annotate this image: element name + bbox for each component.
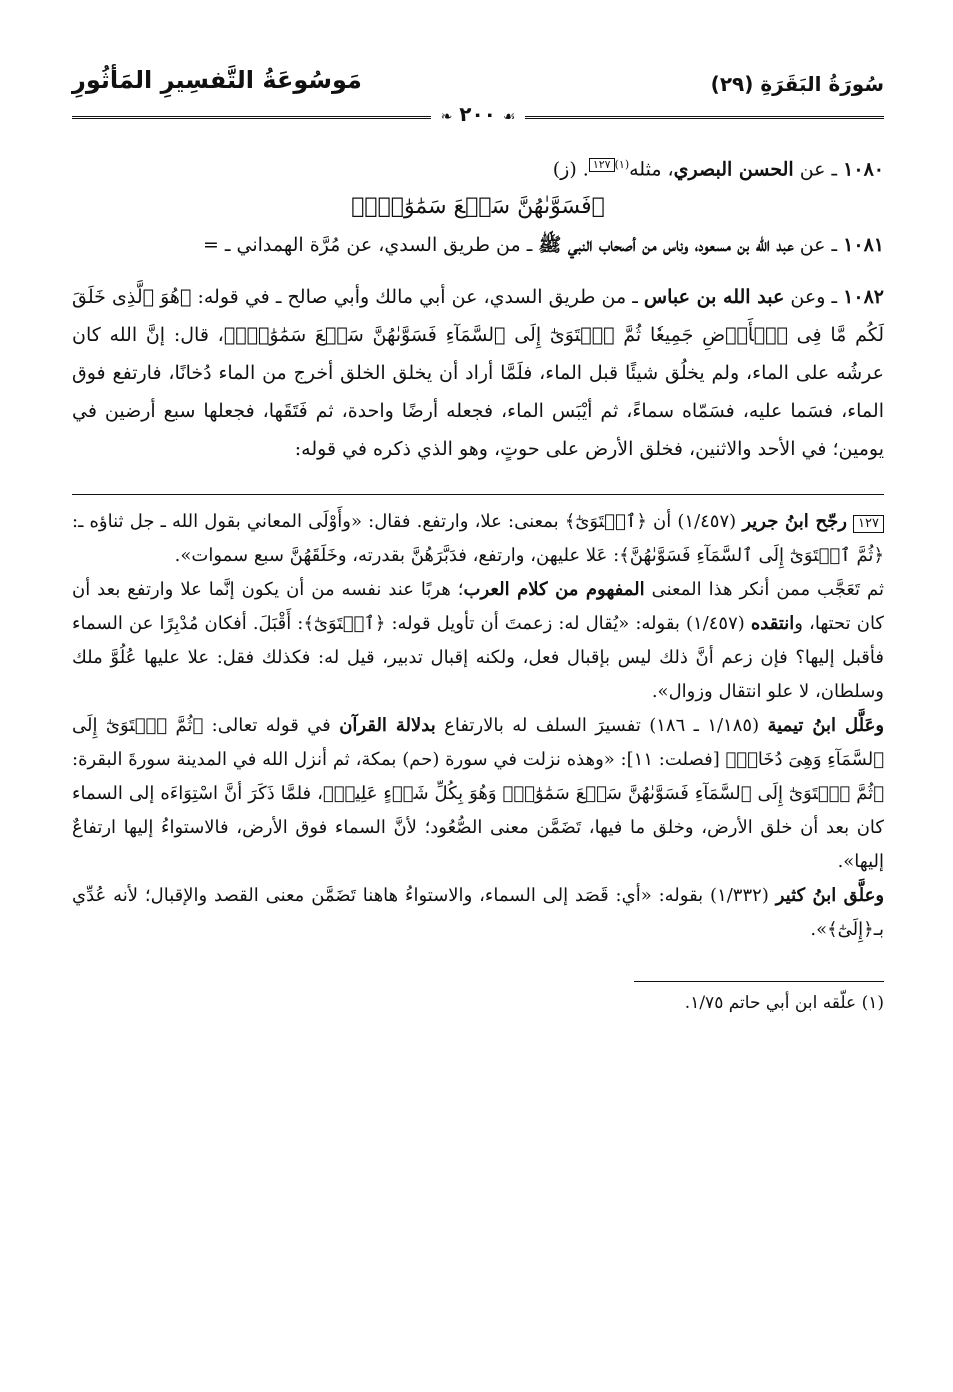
page-number-row [72, 94, 884, 126]
scholar-name: رجّح ابنُ جرير [742, 511, 847, 533]
entry-1080 [72, 146, 884, 188]
commentary-paragraph [72, 573, 884, 709]
surah-label: سُورَةُ البَقَرَةِ (٢٩) [710, 72, 884, 96]
commentary-paragraph [72, 879, 884, 947]
commentary-text: (١/٤٥٧) أن ﴿ٱسۡتَوَىٰٓ﴾ بمعنى: علا، وارتفع. فقال: «وأَوْلَى المعاني بقول الله ـ جل ثناؤه ـ: ﴿ثُمَّ ٱسۡتَوَىٰٓ إِلَى ٱلسَّمَآءِ فَسَوَّىٰهُنَّ﴾: عَلا عليهن، وارتفع، فدَبَّرَهُنَّ بقدرته، وخَلَقَهُنَّ سبع سموات». [72, 511, 884, 567]
entry-text: ـ من طريق السدي، عن مُرَّة الهمداني ـ = [202, 234, 539, 257]
commentary-block [72, 505, 884, 947]
entry-text: ، مثله [629, 158, 674, 181]
entry-text: ، قال: إنَّ الله كان عرشُه على الماء، ولم يخلُق شيئًا قبل الماء، فلَمَّا أراد أن يخلق الخلق أخرج من الماء دُخانًا، فارتفع فوق الماء، فسَما عليه، فسَمّاه سماءً، ثم أيْبَس الماء، فجعله أرضًا واحدة، ثم فَتَقَها، فجعلها سبع أرضين في يومين؛ في الأحد والاثنين، فخلق الأرض على حوتٍ، وهو الذي ذكره في قوله: [72, 324, 884, 461]
commentary-bold: انتقده [750, 613, 795, 635]
entry-pre: ـ عن [793, 158, 844, 181]
entry-pre: ـ وعن [784, 286, 844, 309]
entry-number: ١٠٨٠ [843, 158, 884, 181]
page-number-wrap [431, 102, 526, 126]
commentary-bold: المفهوم من كلام العرب [463, 579, 645, 601]
page-number: ٢٠٠ [459, 102, 496, 126]
entry-pre: ـ عن [793, 234, 844, 257]
book-title: مَوسُوعَةُ التَّفسِيرِ المَأثُورِ [72, 66, 362, 94]
verse-heading: ﴿فَسَوَّىٰهُنَّ سَبۡعَ سَمَٰوَٰتٖۚ﴾ [351, 194, 605, 220]
commentary-text: ؛ هربًا عند نفسه من أن يكون إنَّما علا وارتفع بعد أن كان تحتها، و [72, 579, 885, 635]
commentary-number-box: ١٢٧ [853, 515, 884, 533]
entry-number: ١٠٨١ [843, 234, 884, 257]
commentary-text: (١/١٨٥ ـ ١٨٦) تفسيرَ السلف له بالارتفاع [435, 715, 768, 737]
commentary-text: في قوله تعالى: ﴿ثُمَّ ٱسۡتَوَىٰٓ إِلَى ٱلسَّمَآءِ وَهِىَ دُخَانٞ﴾ [فصلت: ١١]: «وهذه نزلت في سورة (حم) بمكة، ثم أنزل الله في المدينة سورةَ البقرة: ﴿ثُمَّ ٱسۡتَوَىٰٓ إِلَى ٱلسَّمَآءِ فَسَوَّىٰهُنَّ سَبۡعَ سَمَٰوَٰتٖۚ وَهُوَ بِكُلِّ شَىۡءٍ عَلِيمٞ﴾، فلمَّا ذَكَرَ أنَّ اسْتِوَاءَه إلى السماء كان بعد أن خلق الأرض، وخلق ما فيها، تَضَمَّن معنى الصُّعُود؛ لأنَّ السماء فوق الأرض، فالاستواءُ إليها ارتفاعٌ إليها». [72, 715, 884, 873]
entry-number: ١٠٨٢ [843, 286, 884, 309]
commentary-ref-box[interactable]: ١٢٧ [589, 158, 615, 172]
footnote-divider [634, 981, 884, 982]
running-header [72, 66, 884, 126]
commentary-paragraph [72, 505, 884, 573]
entry-1081 [72, 226, 884, 264]
commentary-text: (١/٣٣٢) بقوله: «أي: قَصَد إلى السماء، والاستواءُ هاهنا تَضَمَّن معنى القصد والإقبال؛ لأنه عُدِّي بـ﴿إِلَىٰٓ﴾». [72, 885, 884, 941]
commentary-divider [72, 494, 884, 495]
narrator-name: الحسن البصري [673, 158, 794, 181]
commentary-text: (١/٤٥٧) بقوله: «يُقال له: زعمتَ أن تأويل قوله: ﴿ٱسۡتَوَىٰٓ﴾: أَقْبَلَ. أفكان مُدْبِرًا عن السماء فأقبل إليها؟ فإن زعم أنَّ ذلك ليس بإقبال فعل، ولكنه إقبال تدبير، قيل له: فكذلك فقل: علا عليها عُلُوَّ ملك وسلطان، لا علو انتقال وزوال». [72, 613, 884, 703]
footnote: (١) علّقه ابن أبي حاتم ١/٧٥. [684, 993, 884, 1014]
main-text [72, 146, 884, 1018]
ornament-right-icon: ☙ [502, 109, 516, 125]
scholar-name: وعَلَّل ابنُ تيمية [767, 715, 885, 737]
quran-verse: ﴿هُوَ ٱلَّذِى خَلَقَ لَكُم مَّا فِى ٱلۡأَرۡضِ جَمِيعٗا ثُمَّ ٱسۡتَوَىٰٓ إِلَى ٱلسَّمَآءِ فَسَوَّىٰهُنَّ سَبۡعَ سَمَٰوَٰتٖۚ﴾ [72, 286, 884, 347]
narrator-name: عبد الله بن مسعود، وناس من أصحاب النبي ﷺ [538, 234, 794, 257]
commentary-paragraph [72, 709, 884, 879]
scholar-name: وعلَّق ابنُ كثير [775, 885, 885, 907]
footnote-marker[interactable]: (١) [614, 158, 630, 171]
commentary-text: ثم تَعَجَّب ممن أنكر هذا المعنى [644, 579, 884, 601]
entry-tail: . (ز) [552, 158, 589, 181]
ornament-left-icon: ❧ [440, 109, 453, 125]
entry-1082 [72, 278, 884, 468]
commentary-bold: بدلالة القرآن [339, 715, 436, 737]
narrator-name: عبد الله بن عباس [643, 286, 785, 309]
entry-text: ـ من طريق السدي، عن أبي مالك وأبي صالح ـ في قوله: [191, 286, 644, 309]
page [72, 58, 884, 1378]
